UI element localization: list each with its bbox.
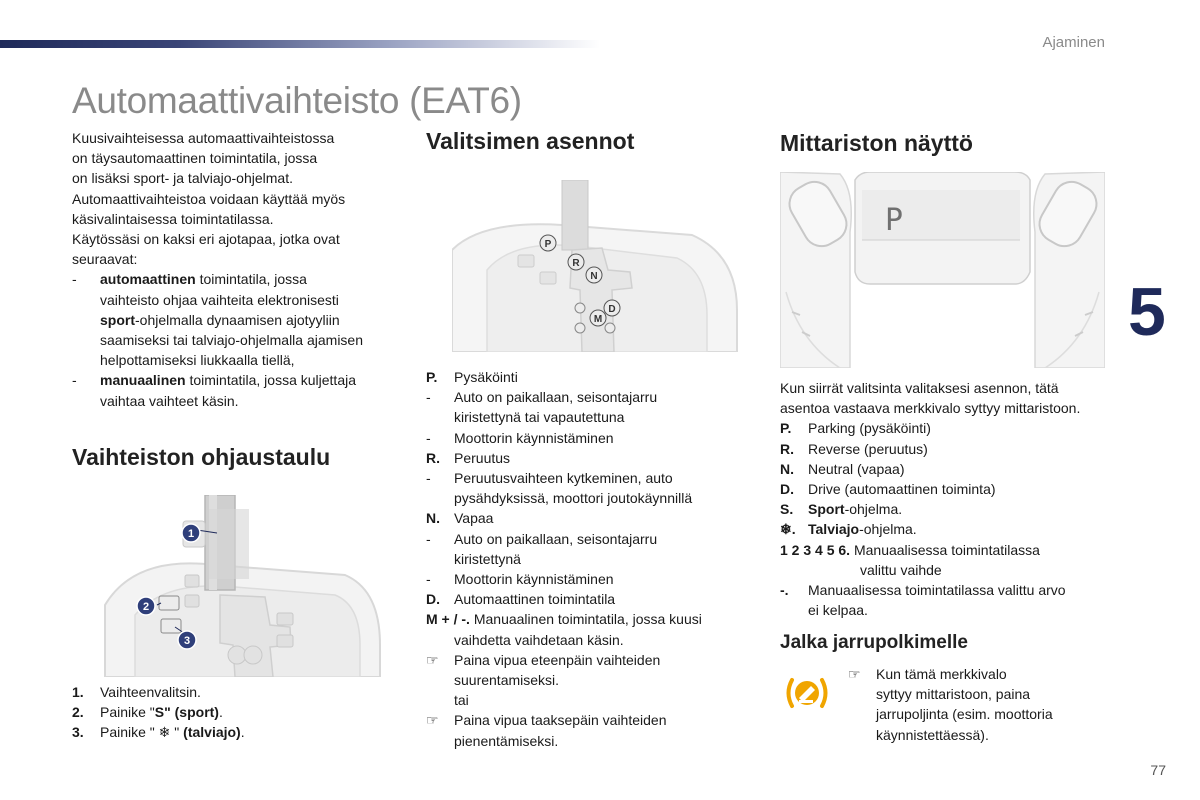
mode-name: automaattinen [100,271,196,288]
display-heading-wrap [780,130,973,157]
position-item [426,529,746,549]
tip-item [426,710,746,750]
brake-tip [848,664,1078,684]
gate-label-n: N [590,271,598,282]
gate-label-m: M [593,314,603,325]
mode-text: toimintatila, jossa kuljettaja [185,372,357,389]
pointer-icon: ☞ [426,712,439,729]
legend-item [72,682,402,702]
brake-heading-wrap [780,632,968,654]
list-dash: - [72,271,77,288]
position-text: pysähdyksissä, moottori joutokäynnillä [454,490,693,507]
position-mark: - [426,571,431,588]
legend-text: Painike " [100,704,155,721]
tip-text: Paina vipua eteenpäin vaihteiden [454,651,661,668]
mode-name: manuaalinen [100,372,186,389]
indicator-text: Reverse (peruutus) [808,440,928,457]
position-mark: - [426,470,431,487]
intro-line: Käytössäsi on kaksi eri ajotapaa, jotka ovat [72,231,340,248]
position-mark [426,488,454,508]
panel-heading-wrap [72,444,330,471]
mode-text: saamiseksi tai talviajo-ohjelmalla ajamisen [100,332,363,349]
position-text: Auto on paikallaan, seisontajarru [454,389,658,406]
brake-tip-text: jarrupoljinta (esim. moottoria [876,706,1053,723]
mode-text: helpottamiseksi liukkaalla tiellä, [100,352,295,369]
indicator-item [780,439,1120,459]
panel-heading: Vaihteiston ohjaustaulu [72,444,331,470]
brake-tip-text: syttyy mittaristoon, paina [876,686,1031,703]
mode-text: vaihteisto ohjaa vaihteita elektronisesti [100,291,339,308]
position-mark: P. [426,369,438,385]
manual-mark: M + / -. [426,611,470,628]
position-mark: - [426,429,431,446]
position-item [426,549,746,569]
invalid-mark: -. [780,582,789,599]
selector-heading-wrap [426,128,634,155]
pointer-icon: ☞ [848,666,861,682]
brake-text [848,664,1078,745]
position-item [426,407,746,427]
indicator-item [780,519,1120,539]
gate-label-p: P [544,239,552,250]
legend-num: 2. [72,704,84,721]
indicator-mark: P. [780,420,792,437]
indicator-text: -ohjelma. [859,521,917,538]
indicator-item [780,499,1120,519]
pointer-icon: ☞ [426,651,439,668]
legend-text: . [218,704,223,721]
position-mark: - [426,530,431,547]
position-mark [426,407,454,427]
position-mark: R. [426,449,440,466]
position-text: Moottorin käynnistäminen [454,429,614,446]
indicator-bold: Talviajo [808,521,860,538]
position-text: Peruutus [454,449,511,466]
mode-text: toimintatila, jossa [195,271,307,288]
gears-text: Manuaalisessa toimintatilassa [853,541,1040,558]
callout-1: 1 [187,528,195,540]
instrument-cluster-illustration [780,172,1105,368]
panel-legend [72,682,402,743]
tip-or: tai [454,692,469,709]
intro-line: käsivalintaisessa toimintatilassa. [72,210,274,227]
indicator-text: Neutral (vapaa) [808,460,905,477]
display-intro: Kun siirrät valitsinta valitaksesi asennon, tätä [780,380,1059,396]
indicator-item [780,418,1120,438]
gears-item [780,540,1120,580]
indicator-item [780,459,1120,479]
gate-label-d: D [608,304,616,315]
legend-text: Vaihteenvalitsin. [100,684,201,700]
program-name: sport [100,311,135,328]
tip-text: pienentämiseksi. [454,732,559,749]
position-text: Automaattinen toimintatila [454,591,616,608]
legend-item [72,722,402,742]
control-panel-illustration [95,495,385,677]
manual-mode-item [426,609,746,649]
indicator-text: -ohjelma. [844,501,903,518]
mode-item-automatic [72,269,412,370]
display-text [780,378,1120,620]
legend-text: . [240,724,245,741]
position-text: kiristettynä [454,550,521,567]
position-item [426,508,746,528]
manual-text: vaihdetta vaihdetaan käsin. [454,631,624,648]
intro-text [72,128,412,411]
chapter-number: 5 [1128,274,1166,350]
brake-tip-text: Kun tämä merkkivalo [876,666,1007,682]
position-item [426,488,746,508]
indicator-mark: N. [780,460,794,477]
legend-item [72,702,402,722]
position-mark: N. [426,510,440,527]
display-intro: asentoa vastaava merkkivalo syttyy mittaristoon. [780,400,1081,417]
intro-line: on täysautomaattinen toimintatila, jossa [72,150,318,167]
indicator-bold: Sport [808,501,845,518]
position-item [426,428,746,448]
tip-text: suurentamiseksi. [454,672,560,689]
legend-bold: (talviajo) [183,724,241,741]
gear-selector-illustration [452,180,742,352]
display-gear-char: P [884,203,904,238]
indicator-mark: R. [780,440,794,457]
position-item [426,569,746,589]
mode-text: -ohjelmalla dynaamisen ajotyyliin [135,311,340,328]
legend-bold: S" (sport) [154,704,219,721]
position-item [426,387,746,407]
gears-mark: 1 2 3 4 5 6. [780,541,851,558]
indicator-text: Parking (pysäköinti) [808,420,931,437]
brake-pedal-warning-icon [782,672,832,714]
mode-text: vaihtaa vaihteet käsin. [100,392,239,409]
selector-positions-list [426,367,746,751]
header-accent-bar [0,40,600,48]
callout-3: 3 [183,635,191,647]
brake-heading: Jalka jarrupolkimelle [780,632,968,653]
position-text: kiristettynä tai vapautettuna [454,409,625,426]
position-text: Pysäköinti [454,369,518,385]
mode-item-manual [72,370,412,410]
manual-text: Manuaalinen toimintatila, jossa kuusi [473,611,702,628]
brake-tip-body [876,664,1078,684]
list-dash: - [72,372,77,389]
position-text: Moottorin käynnistäminen [454,571,614,588]
position-text: Vapaa [454,510,494,527]
intro-line: on lisäksi sport- ja talviajo-ohjelmat. [72,170,293,187]
position-mark: D. [426,591,440,608]
position-text: Auto on paikallaan, seisontajarru [454,530,658,547]
page-title: Automaattivaihteisto (EAT6) [72,80,522,121]
position-item [426,589,746,609]
indicator-item [780,479,1120,499]
intro-line: Automaattivaihteistoa voidaan käyttää myös [72,190,346,207]
indicator-mark: S. [780,501,794,518]
position-mark: - [426,389,431,406]
callout-2: 2 [142,601,150,613]
position-item [426,367,746,387]
gears-text: valittu vaihde [860,561,942,578]
tip-item [426,650,746,711]
brake-tip-text: käynnistettäessä). [876,726,989,743]
legend-num: 1. [72,684,84,700]
display-heading: Mittariston näyttö [780,130,973,156]
intro-line: Kuusivaihteisessa automaattivaihteistossa [72,130,335,146]
tip-text: Paina vipua taaksepäin vaihteiden [454,712,667,729]
position-item [426,448,746,468]
gate-label-r: R [572,258,580,269]
page-number: 77 [1150,762,1166,778]
selector-heading: Valitsimen asennot [426,128,635,154]
indicator-mark: D. [780,481,794,498]
legend-text: Painike " ❄ " [100,724,184,741]
position-text: Peruutusvaihteen kytkeminen, auto [454,470,673,487]
invalid-item [780,580,1120,620]
intro-line: seuraavat: [72,251,138,268]
position-mark [426,549,454,569]
invalid-text: Manuaalisessa toimintatilassa valittu arvo [808,582,1066,599]
section-label: Ajaminen [1042,34,1105,51]
legend-num: 3. [72,724,84,741]
invalid-text: ei kelpaa. [808,602,868,619]
position-item [426,468,746,488]
indicator-mark: ❄. [780,521,796,538]
indicator-text: Drive (automaattinen toiminta) [808,481,996,498]
